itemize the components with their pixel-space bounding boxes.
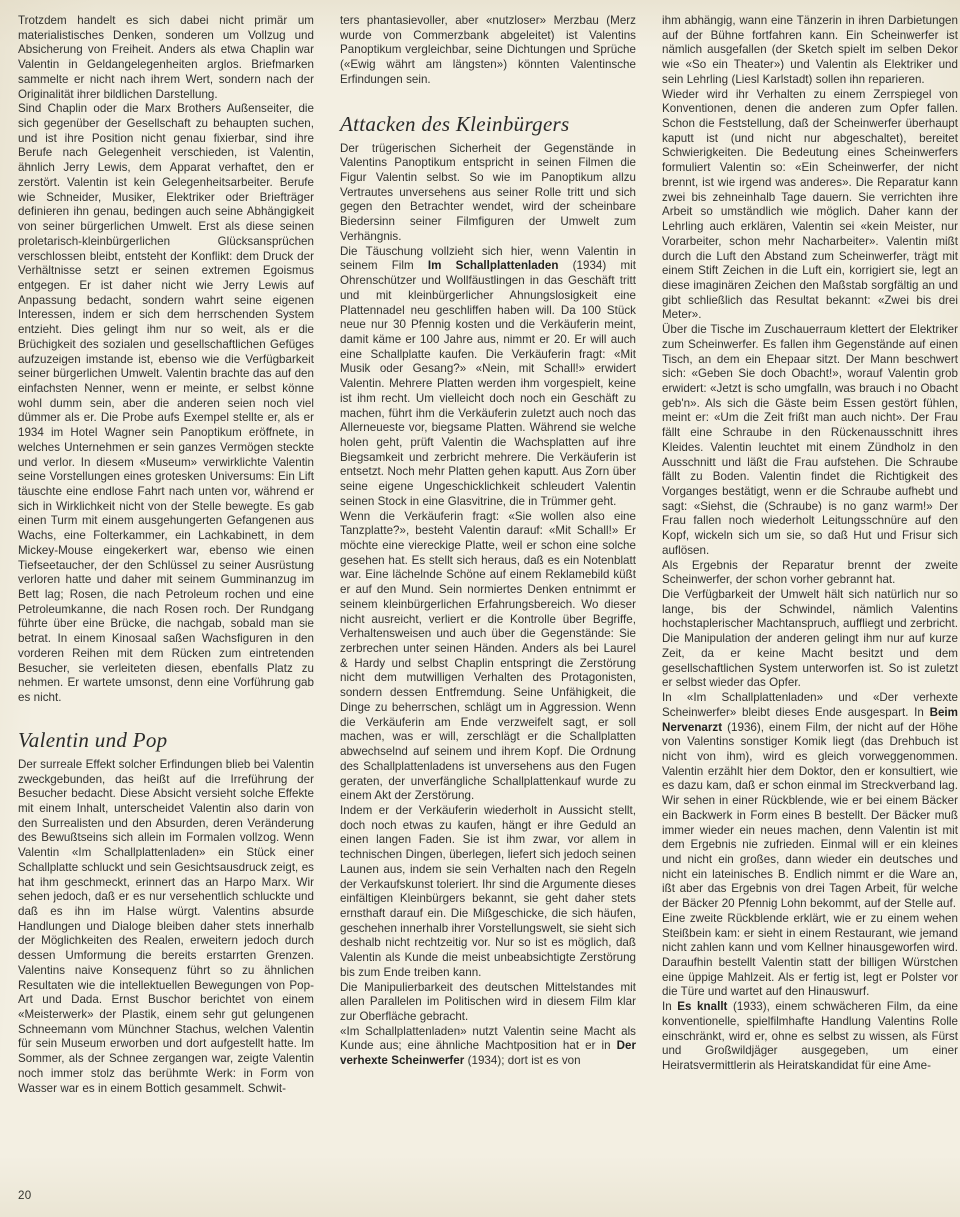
paragraph: «Im Schallplattenladen» nutzt Valentin seine Macht als Kunde aus; eine ähnliche Machtposition hat er in Der verhexte Scheinwerfer (1934); dort ist es von: [340, 1024, 636, 1068]
film-title: Der verhexte Scheinwerfer: [340, 1039, 636, 1068]
film-title: Beim Nervenarzt: [662, 705, 958, 734]
paragraph: Wieder wird ihr Verhalten zu einem Zerrspiegel von Konventionen, denen die anderen zum Opfer fallen. Schon die Feststellung, daß der Scheinwerfer überhaupt kaputt ist (und nicht nur abgeschaltet), bereitet Schwierigkeiten. Die Bedeutung eines Scheinwerfers formuliert Valentin so: «Ein Scheinwerfer, der nicht brennt, ist wie irgend was anderes». Die Reparatur kann zwei bis zehneinhalb Tage dauern. Sie verrichten ihre Arbeit so umständlich wie möglich. Daher kann der Lehrling auch erklären, Valentin sei «kein Meister, nur Vorarbeiter, schon mehr Nacharbeiter». Valentin mißt durch die Luft den Abstand zum Scheinwerfer, trägt mit einem Stift Zeichen in die Luft ein, korrigiert sie, legt an diese imaginären Zeichen den Maßstab sorgfältig an und gibt schließlich das Resultat bekannt: «Zwei bis drei Meter».: [662, 87, 958, 322]
paragraph: Über die Tische im Zuschauerraum klettert der Elektriker zum Scheinwerfer. Es fallen ihm Gegenstände auf einen Tisch, an dem ein Ehepaar sitzt. Der Mann beschwert sich: «Geben Sie doch Obacht!», worauf Valentin grob erwidert: «Jetzt is scho umgfalln, was brauch i no Obacht geb'n». Als sich die Gäste beim Essen gestört fühlen, meint er: «Um die Zeit frißt man auch nicht». Der Frau fällt eine Schraube in den Rückenausschnitt ihres Kleides. Valentin leuchtet mit einem Zündholz in den Ausschnitt und läßt die Frau aufstehen. Die Schraube fällt zu Boden. Valentin findet die Richtigkeit des Vorganges bestätigt, wenn er die Schraube aufhebt und sagt: «Siehst, die (Schraube) is no ganz warm!» Der Frau fallen noch wiederholt Leitungsschnüre auf den Kopf, wickeln sich um sie, so daß Hut und Frisur sich auflösen.: [662, 323, 958, 557]
paragraph: In «Im Schallplattenladen» und «Der verhexte Scheinwerfer» bleibt dieses Ende ausgespart. In Beim Nervenarzt (1936), einem Film, der nicht auf der Höhe von Valentins sonstiger Komik liegt (das Drehbuch ist nicht von ihm), wird es gleich vorweggenommen. Valentin erzählt hier dem Doktor, den er konsultiert, wie es dazu kam, daß er schon einmal im Streckverband lag. Wir sehen in einer Rückblende, wie er bei einem Bäcker ein Backwerk in Form eines B bestellt. Der Bäcker muß immer wieder ein neues machen, denn Valentin ist mit dem Ergebnis nie zufrieden. Einmal will er ein kleines und nicht ein großes, dann wieder ein deutsches und nicht ein lateinisches B. Endlich nimmt er die Ware an, ißt aber das Ergebnis von drei Tagen Arbeit, für welche der Bäcker 20 Pfennig Lohn bekommt, auf der Stelle auf.: [662, 691, 958, 911]
paragraph: Sind Chaplin oder die Marx Brothers Außenseiter, die sich gegenüber der Gesellschaft zu behaupten suchen, und ist ihre Position nicht genau fixierbar, sind ihre Berufe nach Gelegenheit verschieden, ist Valentin, ähnlich Jerry Lewis, dem Apparat verhaftet, den er zerstört. Valentin ist kein Gelegenheitsarbeiter. Berufe wie Schneider, Musiker, Elektriker oder Briefträger definieren ihn genau, bedingen auch seine Abhängigkeit von seiner bürgerlichen Umwelt. Erst als diese seinen proletarisch-kleinbürgerlichen Glücksansprüchen verschlossen bleibt, entsteht der Konflikt: dem Druck der Verhältnisse setzt er seinen extremen Egoismus entgegen. Er ist daher nicht wie Jerry Lewis auf Anpassung bedacht, sondern wahrt seine eigenen Interessen, indem er sich dem herrschenden System entzieht. Dies gelingt ihm nur so weit, als er die Brüchigkeit des sozialen und gesellschaftlichen Gefüges aufzuzeigen imstande ist, ebenso wie die Verfügbarkeit seiner bürgerlichen Umwelt. Valentin brachte das auf den einfachsten Nenner, wenn er meinte, er selbst könne wohl dumm sein, aber die anderen seien noch viel dümmer als er. Die Probe aufs Exempel stellte er, als er 1934 im Hotel Wagner sein Panoptikum eröffnete, in welches Unternehmen er sein ganzes Vermögen steckte und verlor. In diesem «Museum» verwirklichte Valentin seine Vorstellungen eines grotesken Universums: Ein Lift täuschte eine endlose Fahrt nach unten vor, während er sich in Wirklichkeit nicht von der Stelle bewegte. Es gab einen Turm mit einem ausgehungerten Gefangenen aus Wachs, eine Folterkammer, ein Lachkabinett, in dem Mickey-Mouse eingekerkert war, ebenso wie einen Tiefseetaucher, der den Schlüssel zu seiner Ausrüstung verloren hatte und daher mit seinem Gumminanzug im Bett lag; Rosen, die nach Petroleum rochen und eine Petroleumkanne, die nach Rosen roch. Der Rundgang führte über eine Brücke, die nachgab, sobald man sie betrat. In einem Kinosaal saßen Wachsfiguren in den vorderen Reihen mit dem Rücken zum eintretenden Besucher, sie verleiteten diesen, ebenfalls Platz zu nehmen. Er wartete umsonst, denn eine Vorführung gab es nicht.: [18, 102, 314, 705]
section-heading-attacken-des-kleinbuergers: Attacken des Kleinbürgers: [340, 111, 570, 136]
paragraph: Der trügerischen Sicherheit der Gegenstände in Valentins Panoptikum entspricht in seinen Filmen die Figur Valentin selbst. So wie im Panoptikum allzu Vertrautes unversehens aus seiner Rolle tritt und sich gegen den Betrachter wendet, wird der scheinbare Biedersinn seiner Filmfiguren der Umwelt zum Verhängnis.: [340, 141, 636, 243]
paragraph: Die Manipulierbarkeit des deutschen Mittelstandes mit allen Parallelen im Politischen wird in diesem Film klar zur Oberfläche gebracht.: [340, 980, 636, 1023]
text-columns-container: [18, 14, 958, 1159]
film-title: Es knallt: [677, 1000, 728, 1014]
paragraph: Der surreale Effekt solcher Erfindungen blieb bei Valentin zweckgebunden, das heißt auf die Irreführung der Besucher bedacht. Diese Absicht versieht solche Effekte mit einem Inhalt, unterscheidet Valentin also darin von den Surrealisten und den Absurden, deren Veränderung des Bewußtseins sich allein im Formalen vollzog. Wenn Valentin «Im Schallplattenladen» ein Stück einer Schallplatte schluckt und sein Gesichtsausdruck zeigt, es hat ihm geschmeckt, erinnert das an Harpo Marx. Wir sehen jedoch, daß er es nur versehentlich schluckte und daß es ihn im Halse würgt. Valentins absurde Handlungen und Dialoge bleiben daher stets innerhalb der Möglichkeiten des Realen, erweitern jedoch durch dessen Umformung die bereits erstarrten Grenzen. Valentins naive Konsequenz führt so zu ähnlichen Resultaten wie die intellektuellen Bewegungen von Pop-Art und Dada. Ernst Buschor berichtet von einem «Meisterwerk» der Plastik, einem sehr gut gelungenen Schneemann vom Münchner Stachus, welchen Valentin für sein Museum erworben und dort aufgestellt hatte. Im Sommer, als der Schnee zergangen war, zeigte Valentin noch immer stolz das berühmte Werk: in Form von Wasser war es in einem Bottich gesammelt. Schwit-: [18, 757, 314, 1095]
page-number: 20: [18, 1189, 32, 1202]
text-column-1: [18, 14, 314, 1096]
paragraph: ihm abhängig, wann eine Tänzerin in ihren Darbietungen auf der Bühne fortfahren kann. Ein Scheinwerfer ist nämlich ausgefallen (der Sketch spielt im selben Dekor wie «So ein Theater») und Valentin als Elektriker und sein Lehrling (Liesl Karlstadt) sollen ihn reparieren.: [662, 14, 958, 86]
film-title: Im Schallplattenladen: [427, 259, 559, 273]
paragraph: ters phantasievoller, aber «nutzloser» Merzbau (Merz wurde von Commerzbank abgeleitet) ist Valentins Panoptikum vergleichbar, seine Dichtungen und Sprüche («Ewig währt am längsten») könnten Valentinsche Erfindungen sein.: [340, 14, 636, 86]
paragraph: Indem er der Verkäuferin wiederholt in Aussicht stellt, doch noch etwas zu kaufen, hängt er ihre Geduld an einen langen Faden. Sie ist ihm zwar, vor allem in technischen Dingen, überlegen, liefert sich jedoch seinen Launen aus, indem sie sein Verhalten nach den Regeln der Verkaufskunst toleriert. Ihr sind die Argumente dieses einfältigen Kleinbürgers bekannt, sie geht daher stets ernsthaft darauf ein. Die Mißgeschicke, die sich häufen, geschehen innerhalb ihrer Vorstellungswelt, sie sieht sich deshalb nicht rechtzeitig vor. Nur so ist es möglich, daß Valentin als Kunde die meist unbeabsichtigte Zerstörung bis zum Ende treiben kann.: [340, 803, 636, 979]
paragraph: Wenn die Verkäuferin fragt: «Sie wollen also eine Tanzplatte?», besteht Valentin darauf: «Mit Schall!» Er möchte eine viereckige Platte, weil er schon eine solche gesehen hat. Es stellt sich heraus, daß es ein Notenblatt war. Eine lächelnde Schöne auf einem Reklamebild küßt er auf den Mund. Sein normiertes Denken entnimmt er seinem kleinbürgerlichen Erfahrungsbereich. Wo dieser nicht ausreicht, verliert er die Kontrolle über Begriffe, Verhaltensweisen und auch über die Gegenstände: Sie zerbrechen unter seinen Händen. Anders als bei Laurel & Hardy und selbst Chaplin entspringt die Zerstörung nicht dem mutwilligen Verhalten des Protagonisten, sondern dessen Entfremdung. Seine Unfähigkeit, die Dinge zu beherrschen, schlägt um in Aggression. Wenn die Verkäuferin am Ende verzweifelt sagt, er soll machen, was er will, zerschlägt er die Schallplatten abwechselnd auf seinem und ihrem Kopf. Die Ordnung des Schallplattenladens ist unversehens aus den Fugen geraten, der unverfängliche Schallplattenkauf wurde zu einem Akt der Zerstörung.: [340, 509, 636, 803]
paragraph: In Es knallt (1933), einem schwächeren Film, da eine konventionelle, spielfilmhafte Handlung Valentins Rolle einschränkt, wird er, ohne es selbst zu wissen, als Fürst und Großwildjäger ausgegeben, um einer Heiratsvermittlerin als Heiratskandidat für eine Ame-: [662, 1000, 958, 1073]
paragraph: Trotzdem handelt es sich dabei nicht primär um materialistisches Denken, sonderen um Vollzug und Absicherung von Freiheit. Anders als etwa Chaplin war Valentin in Geldangelegenheiten arglos. Briefmarken sammelte er nicht nach ihrem Wert, sondern nach der Originalität ihrer bildlichen Darstellung.: [18, 14, 314, 101]
text-column-2: [340, 14, 636, 1069]
text-column-3: [662, 14, 958, 1074]
paragraph: Die Verfügbarkeit der Umwelt hält sich natürlich nur so lange, bis der Schwindel, nämlich Valentins hochstaplerischer Machtanspruch, auffliegt und zerbricht. Die Manipulation der anderen gelingt ihm nur auf kurze Zeit, da er keine Macht besitzt und dem gesellschaftlichen System unterworfen ist. So ist zuletzt er selbst wieder das Opfer.: [662, 588, 958, 690]
paragraph: Die Täuschung vollzieht sich hier, wenn Valentin in seinem Film Im Schallplattenladen (1934) mit Ohrenschützer und Wollfäustlingen in das Geschäft tritt und mit kleinbürgerlicher Ahnungslosigkeit eine Plattennadel neu geschliffen haben will. Da 100 Stück neue nur 30 Pfennig kosten und die Verkäuferin meint, damit käme er 100 Jahre aus, nimmt er 20. Er will auch eine Schallplatte kaufen. Die Verkäuferin fragt: «Mit Musik oder Gesang?» «Nein, mit Schall!» erwidert Valentin. Mehrere Platten werden ihm vorgespielt, keine ist ihm recht. Um vielleicht doch noch ein Geschäft zu machen, führt ihm die Verkäuferin zuletzt auch noch das Allerneueste vor, biegsame Platten. Während sie welche holen geht, prüft Valentin die Wachsplatten auf ihre Biegsamkeit und zerbricht mehrere. Die Verkäuferin ist entsetzt. Noch mehr Platten gehen kaputt. Aus Zorn über seine eigene Ungeschicklichkeit schleudert Valentin seinen Stock in eine Glasvitrine, die in Trümmer geht.: [340, 244, 636, 508]
paragraph: Eine zweite Rückblende erklärt, wie er zu einem wehen Steißbein kam: er sieht in einem Restaurant, wie jemand nicht zahlen kann und vom Kellner hinausgeworfen wird. Daraufhin bestellt Valentin statt der billigen Würstchen eine üppige Mahlzeit. Als er fertig ist, legt er Polster vor die Türe und wartet auf den Hinauswurf.: [662, 911, 958, 999]
section-heading-valentin-und-pop: Valentin und Pop: [18, 727, 168, 752]
paragraph: Als Ergebnis der Reparatur brennt der zweite Scheinwerfer, der schon vorher gebrannt hat.: [662, 558, 958, 587]
